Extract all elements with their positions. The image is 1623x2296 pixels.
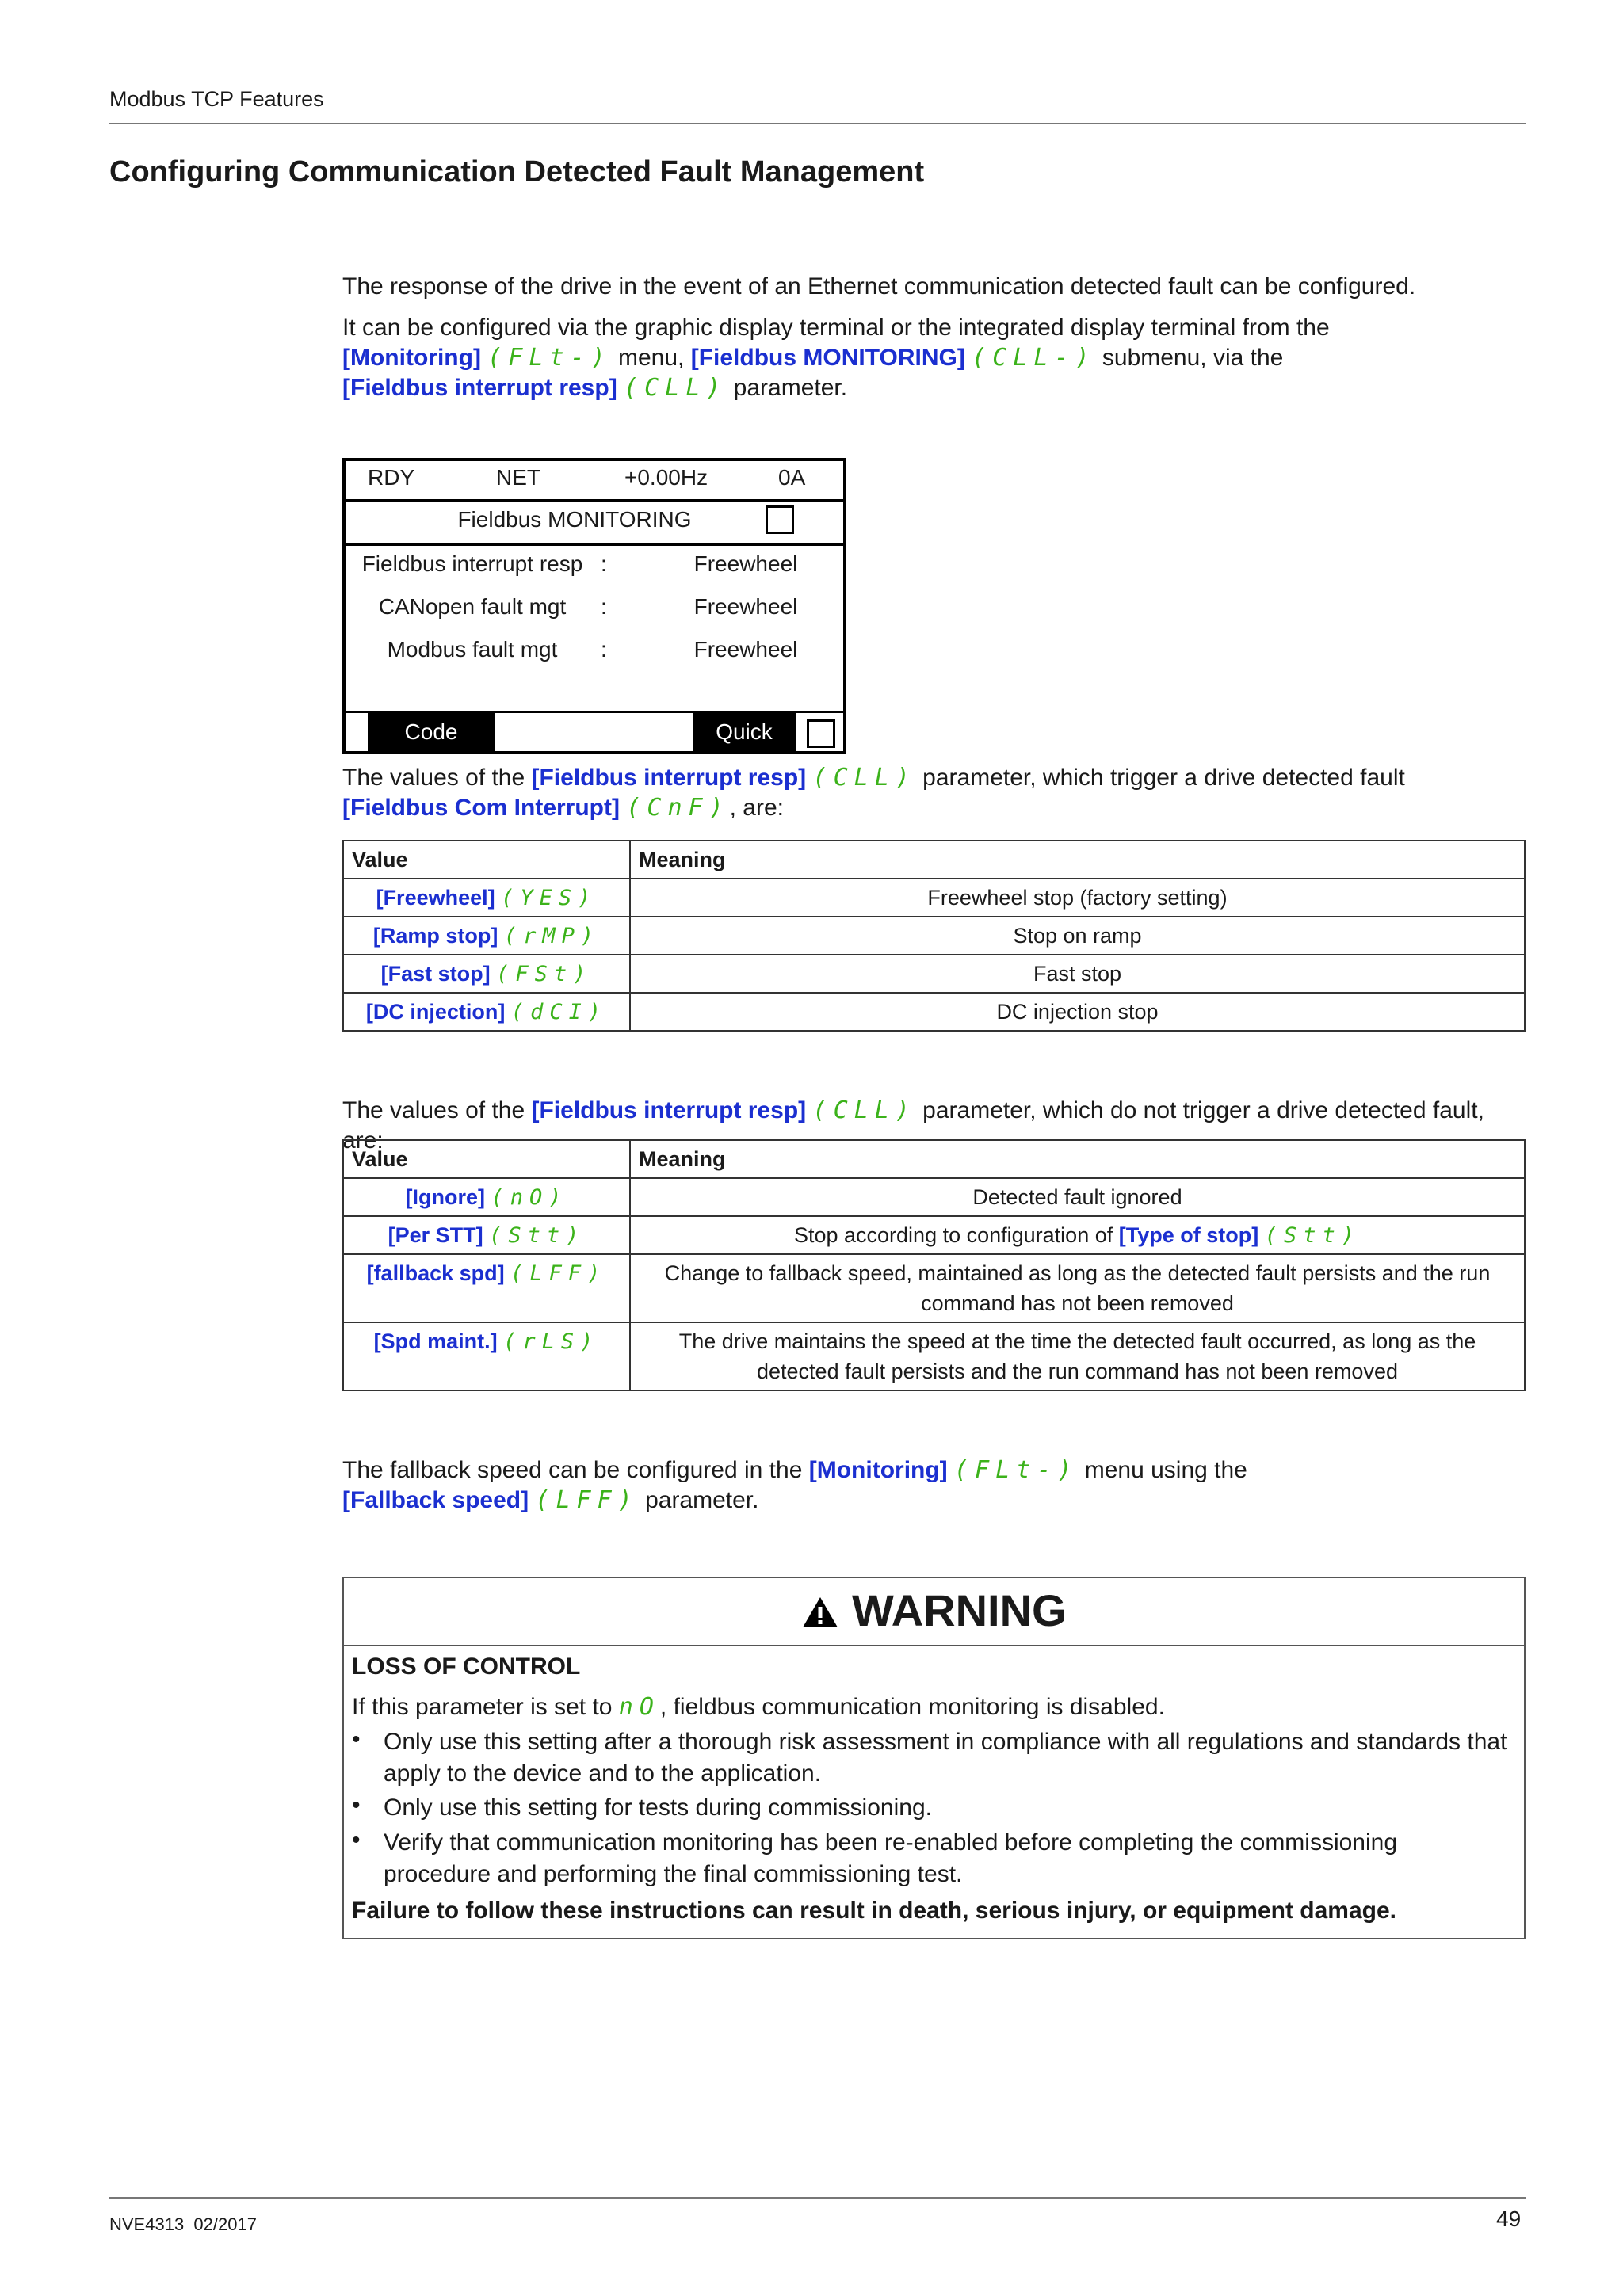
- warning-subtitle: LOSS OF CONTROL: [352, 1653, 581, 1680]
- column-header: Meaning: [630, 841, 1525, 879]
- value-link[interactable]: [Fast stop]: [380, 961, 491, 986]
- value-cell: [343, 993, 630, 1031]
- value-cell: [343, 917, 630, 955]
- document-id: NVE4313 02/2017: [109, 2214, 257, 2234]
- value-code: (rLS): [503, 1329, 600, 1354]
- terminal-row-value: Freewheel: [693, 637, 798, 662]
- trigger-text: The values of the: [342, 765, 532, 791]
- intro-text: It can be configured via the graphic display terminal or the integrated display terminal from the: [342, 315, 1330, 341]
- table-row: [343, 917, 1525, 955]
- header-divider: [109, 123, 1526, 124]
- fallback-text: menu using the: [1078, 1457, 1247, 1483]
- column-header: Value: [343, 841, 630, 879]
- code-flt: (FLt-): [487, 344, 612, 372]
- terminal-row-sep: :: [601, 551, 607, 576]
- warning-condition: [352, 1691, 1508, 1723]
- table-row: [343, 879, 1525, 917]
- terminal-divider: [346, 543, 843, 546]
- terminal-row-sep: :: [601, 637, 607, 662]
- warning-bullet: Only use this setting for tests during commissioning.: [384, 1794, 932, 1821]
- fieldbus-monitoring-link[interactable]: [Fieldbus MONITORING]: [690, 345, 965, 371]
- warning-title-text: WARNING: [851, 1585, 1067, 1635]
- warning-box: [342, 1577, 1526, 1939]
- warning-title: [344, 1585, 1524, 1636]
- meaning-code: (Stt): [1264, 1222, 1361, 1248]
- code-cll-menu: (CLL-): [972, 344, 1096, 372]
- warning-bullet: Verify that communication monitoring has been re-enabled before completing the commissioning procedure and performing the final commissioning test.: [384, 1829, 1398, 1887]
- warning-text: If this parameter is set to: [352, 1694, 619, 1720]
- status-net: NET: [496, 465, 540, 490]
- intro-submenu-text: submenu, via the: [1095, 345, 1284, 371]
- status-rdy: RDY: [368, 465, 415, 490]
- table-header-row: [343, 1140, 1525, 1178]
- bullet-icon: •: [352, 1792, 361, 1818]
- fieldbus-interrupt-link[interactable]: [Fieldbus interrupt resp]: [531, 765, 807, 791]
- monitoring-link[interactable]: [Monitoring]: [808, 1457, 948, 1483]
- value-link[interactable]: [fallback spd]: [366, 1261, 505, 1285]
- notrigger-text: The values of the: [342, 1097, 532, 1123]
- meaning-cell: Fast stop: [630, 955, 1525, 993]
- meaning-cell: The drive maintains the speed at the time the detected fault occurred, as long as the detected fault persists and the run command has not been removed: [630, 1322, 1525, 1390]
- value-code: (YES): [501, 885, 598, 910]
- code-flt: (FLt-): [954, 1456, 1079, 1484]
- column-header: Value: [343, 1140, 630, 1178]
- value-cell: [343, 879, 630, 917]
- table-row: [343, 1178, 1525, 1216]
- value-code: (dCI): [510, 999, 608, 1024]
- warning-triangle-icon: [801, 1596, 839, 1629]
- intro-parameter-text: parameter.: [727, 375, 848, 401]
- fallback-text: The fallback speed can be configured in the: [342, 1457, 809, 1483]
- footer-divider: [109, 2197, 1526, 2199]
- meaning-cell: [630, 1216, 1525, 1254]
- code-softkey[interactable]: Code: [368, 713, 495, 751]
- fallback-paragraph: [342, 1455, 1531, 1516]
- terminal-row-label: Fieldbus interrupt resp: [361, 551, 583, 576]
- table-row: [343, 955, 1525, 993]
- fallback-text: parameter.: [638, 1487, 759, 1513]
- terminal-divider: [346, 499, 843, 502]
- display-terminal: [342, 458, 846, 754]
- value-link[interactable]: [Ramp stop]: [372, 923, 498, 948]
- terminal-row-label: Modbus fault mgt: [387, 637, 558, 662]
- table-row: [343, 1254, 1525, 1322]
- value-code: (Stt): [489, 1222, 586, 1248]
- value-link[interactable]: [Spd maint.]: [373, 1329, 498, 1353]
- table-row: [343, 993, 1525, 1031]
- value-cell: [343, 1178, 630, 1216]
- type-of-stop-link[interactable]: [Type of stop]: [1118, 1222, 1259, 1247]
- meaning-cell: DC injection stop: [630, 993, 1525, 1031]
- intro-paragraph-1: The response of the drive in the event of an Ethernet communication detected fault can be configured.: [342, 273, 1416, 299]
- intro-paragraph-2: [342, 313, 1531, 403]
- value-code: (FSt): [496, 961, 593, 986]
- fieldbus-interrupt-link[interactable]: [Fieldbus interrupt resp]: [342, 375, 617, 401]
- meaning-text: Stop according to configuration of: [793, 1222, 1119, 1247]
- fieldbus-interrupt-link[interactable]: [Fieldbus interrupt resp]: [531, 1097, 807, 1123]
- code-cll: (CLL): [812, 764, 916, 791]
- trigger-values-table: [342, 840, 1526, 1032]
- table-header-row: [343, 841, 1525, 879]
- trigger-text: parameter, which trigger a drive detected fault: [915, 765, 1405, 791]
- warning-text: , fieldbus communication monitoring is disabled.: [659, 1694, 1165, 1720]
- status-current: 0A: [778, 465, 806, 490]
- code-cll: (CLL): [812, 1097, 916, 1124]
- value-link[interactable]: [Ignore]: [405, 1184, 485, 1209]
- warning-consequence: Failure to follow these instructions can result in death, serious injury, or equipment damage.: [352, 1897, 1397, 1924]
- terminal-status-bar: [346, 465, 843, 497]
- code-cll: (CLL): [624, 374, 727, 402]
- terminal-row-value: Freewheel: [693, 594, 798, 619]
- value-cell: [343, 955, 630, 993]
- page-number: 49: [1496, 2206, 1522, 2231]
- meaning-cell: Stop on ramp: [630, 917, 1525, 955]
- terminal-row-label: CANopen fault mgt: [378, 594, 567, 619]
- notrigger-text: parameter, which do not trigger a drive detected fault, are:: [342, 1097, 1484, 1154]
- bullet-icon: •: [352, 1827, 361, 1853]
- terminal-row-value: Freewheel: [693, 551, 798, 576]
- quick-softkey[interactable]: Quick: [693, 713, 796, 751]
- monitoring-link[interactable]: [Monitoring]: [342, 345, 481, 371]
- bullet-icon: •: [352, 1726, 361, 1753]
- terminal-row-sep: :: [601, 594, 607, 619]
- code-lff: (LFF): [535, 1486, 639, 1514]
- intro-menu-text: menu,: [611, 345, 691, 371]
- trigger-values-paragraph: [342, 763, 1531, 823]
- warning-bullet: Only use this setting after a thorough risk assessment in compliance with all regulations and standards that apply to the device and to the application.: [384, 1729, 1507, 1787]
- page-title: Configuring Communication Detected Fault Management: [109, 155, 925, 189]
- value-cell: [343, 1254, 630, 1322]
- value-link[interactable]: [Freewheel]: [376, 885, 495, 910]
- non-trigger-values-table: [342, 1139, 1526, 1391]
- running-header: Modbus TCP Features: [109, 87, 324, 111]
- table-row: [343, 1216, 1525, 1254]
- warning-divider: [344, 1645, 1524, 1646]
- meaning-cell: Change to fallback speed, maintained as long as the detected fault persists and the run command has not been removed: [630, 1254, 1525, 1322]
- meaning-cell: Freewheel stop (factory setting): [630, 879, 1525, 917]
- terminal-menu-title: Fieldbus MONITORING: [457, 507, 692, 532]
- value-cell: [343, 1322, 630, 1390]
- fallback-speed-link[interactable]: [Fallback speed]: [342, 1487, 529, 1513]
- status-frequency: +0.00Hz: [624, 465, 708, 490]
- meaning-cell: Detected fault ignored: [630, 1178, 1525, 1216]
- value-link[interactable]: [DC injection]: [365, 999, 506, 1024]
- table-row: [343, 1322, 1525, 1390]
- value-code: (LFF): [510, 1261, 607, 1286]
- column-header: Meaning: [630, 1140, 1525, 1178]
- code-no: nO: [618, 1693, 660, 1721]
- value-code: (rMP): [503, 923, 601, 948]
- fieldbus-com-interrupt-link[interactable]: [Fieldbus Com Interrupt]: [342, 795, 620, 821]
- terminal-menu-checkbox: [766, 505, 794, 534]
- code-cnf: (CnF): [626, 794, 730, 822]
- value-cell: [343, 1216, 630, 1254]
- terminal-softkey-checkbox: [807, 719, 835, 748]
- value-link[interactable]: [Per STT]: [388, 1222, 483, 1247]
- value-code: (nO): [491, 1184, 568, 1210]
- trigger-text: , are:: [729, 795, 785, 821]
